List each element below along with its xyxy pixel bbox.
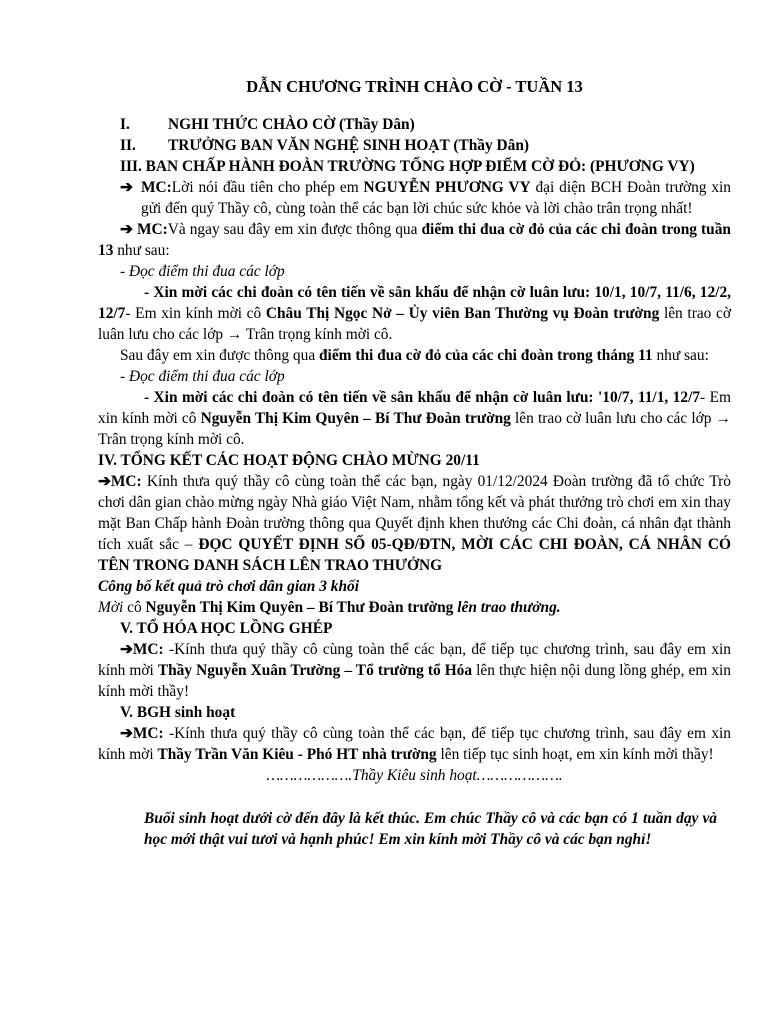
text-run: Và ngay sau đây em xin được thông qua bbox=[167, 221, 422, 238]
text-run: như sau: bbox=[652, 347, 709, 364]
arrow-icon: ➔ bbox=[120, 641, 133, 658]
section-1-heading: NGHI THỨC CHÀO CỜ (Thầy Dân) bbox=[168, 116, 415, 133]
paragraph-bgh bbox=[98, 723, 731, 765]
text-run: như sau: bbox=[113, 242, 170, 259]
document-page bbox=[98, 76, 731, 850]
mc-label: MC: bbox=[141, 179, 172, 196]
section-2 bbox=[98, 135, 731, 156]
text-run: lên thực hiện nội dung lồng ghép, em xin kính mời thầy! bbox=[98, 662, 732, 700]
arrow-icon: ➔ bbox=[120, 179, 133, 196]
bold-run: điểm thi đua cờ đỏ của các chi đoàn trong tuần 13 bbox=[98, 221, 731, 259]
bold-run: ĐỌC QUYẾT ĐỊNH SỐ 05-QĐ/ĐTN, MỜI CÁC CHI ĐOÀN, CÁ NHÂN CÓ TÊN TRONG DANH SÁCH LÊN TRAO THƯỞNG bbox=[98, 536, 731, 574]
text-run: Lời nói đầu tiên cho phép em bbox=[171, 179, 364, 196]
speaker-name: Thầy Nguyễn Xuân Trường – Tổ trường tổ Hóa bbox=[157, 662, 473, 679]
closing-paragraph: Buổi sinh hoạt dưới cờ đến đây là kết thúc. Em chúc Thầy cô và các bạn có 1 tuần dạy và học mới thật vui tươi và hạnh phúc! Em xin kính mời Thầy cô và các bạn nghỉ! bbox=[144, 810, 717, 848]
text-run: Kính thưa quý thầy cô cùng toàn thể các bạn, ngày 01/12/2024 Đoàn trường đã tổ chức Trò chơi dân gian chào mừng ngày Nhà giáo Việt Nam, nhằm tổng kết và phát thưởng trò chơi em xin thay mặt Ban Chấp hành Đoàn trường thông qua Quyết định khen thưởng các Chi đoàn, cá nhân đạt thành tích xuất sắc – bbox=[98, 473, 731, 553]
text-run: lên trao cờ luân lưu cho các lớp bbox=[98, 305, 731, 343]
paragraph-awards bbox=[98, 471, 731, 576]
paragraph-chemistry bbox=[98, 639, 731, 702]
section-2-number: II. bbox=[120, 137, 136, 154]
text-run: Sau đây em xin được thông qua bbox=[120, 347, 319, 364]
paragraph-read-scores-2 bbox=[98, 366, 731, 387]
speaker-name: NGUYỄN PHƯƠNG VY bbox=[363, 179, 531, 196]
spacer bbox=[98, 786, 731, 808]
mc-label: MC: bbox=[132, 725, 164, 742]
bold-run: - Xin mời các chi đoàn có tên tiến về sân khấu để nhận cờ luân lưu: '10/7, 11/1, 12/7 bbox=[144, 389, 701, 406]
arrow-icon: ➔ bbox=[98, 473, 111, 490]
text-run: đại diện BCH Đoàn trường xin gửi đến quý Thầy cô, cùng toàn thể các bạn lời chúc sức khỏe và lời chào trân trọng nhất! bbox=[141, 179, 731, 217]
arrow-icon: ➔ bbox=[120, 221, 133, 238]
text-run: - Em xin kính mời cô bbox=[125, 305, 266, 322]
arrow-icon: → bbox=[715, 410, 731, 427]
paragraph-month-flags bbox=[98, 387, 731, 450]
italic-run: - Đọc điểm thi đua các lớp bbox=[120, 368, 285, 385]
bold-run: - Xin mời các chi đoàn có tên tiến về sân khấu để nhận cờ luân lưu: 10/1, 10/7, 11/6, 12/2, 12/7 bbox=[98, 284, 731, 322]
speaker-name: Nguyễn Thị Kim Quyên – Bí Thư Đoàn trường bbox=[145, 599, 454, 616]
text-run: - Em xin kính mời cô bbox=[98, 389, 731, 427]
arrow-icon: → bbox=[226, 326, 243, 343]
italic-run: ……………….Thầy Kiêu sinh hoạt………………. bbox=[266, 767, 563, 784]
paragraph-week-flags bbox=[98, 282, 731, 345]
italic-run: Mời bbox=[98, 599, 124, 616]
text-run: cô bbox=[123, 599, 146, 616]
paragraph-placeholder bbox=[98, 765, 731, 786]
text-run: -Kính thưa quý thầy cô cùng toàn thể các bạn, để tiếp tục chương trình, sau đây em xin kính mời bbox=[98, 725, 731, 763]
paragraph-month-scores bbox=[98, 345, 731, 366]
mc-label: MC: bbox=[136, 221, 168, 238]
speaker-name: Nguyễn Thị Kim Quyên – Bí Thư Đoàn trường bbox=[200, 410, 511, 427]
section-5-heading: V. TỔ HÓA HỌC LỒNG GHÉP bbox=[120, 620, 333, 637]
section-1-number: I. bbox=[120, 116, 130, 133]
text-run: -Kính thưa quý thầy cô cùng toàn thể các bạn, để tiếp tục chương trình, sau đây em xin kính mời bbox=[98, 641, 731, 679]
section-2-heading: TRƯỞNG BAN VĂN NGHỆ SINH HOẠT (Thầy Dân) bbox=[168, 137, 530, 154]
section-4-heading: IV. TỔNG KẾT CÁC HOẠT ĐỘNG CHÀO MỪNG 20/11 bbox=[98, 452, 480, 469]
text-run: lên tiếp tục sinh hoạt, em xin kính mời thầy! bbox=[436, 746, 714, 763]
text-run: lên trao cờ luân lưu cho các lớp bbox=[510, 410, 716, 427]
section-1 bbox=[98, 114, 731, 135]
section-3-heading: III. BAN CHẤP HÀNH ĐOÀN TRƯỜNG TỔNG HỢP ĐIỂM CỜ ĐỎ: (PHƯƠNG VY) bbox=[120, 158, 695, 175]
bold-run: điểm thi đua cờ đỏ của các chi đoàn trong tháng 11 bbox=[319, 347, 653, 364]
paragraph-week-scores bbox=[98, 219, 731, 261]
speaker-name: Châu Thị Ngọc Nở – Ủy viên Ban Thường vụ Đoàn trường bbox=[265, 305, 660, 322]
bold-italic-run: Công bố kết quả trò chơi dân gian 3 khối bbox=[98, 578, 359, 595]
paragraph-announce-results bbox=[98, 576, 731, 597]
mc-label: MC: bbox=[110, 473, 142, 490]
speaker-name: Thầy Trần Văn Kiêu - Phó HT nhà trường bbox=[157, 746, 437, 763]
paragraph-invite-award bbox=[98, 597, 731, 618]
italic-run: - Đọc điểm thi đua các lớp bbox=[120, 263, 285, 280]
paragraph-mc-intro bbox=[98, 177, 731, 219]
bold-italic-run: lên trao thưởng. bbox=[453, 599, 561, 616]
arrow-icon: ➔ bbox=[120, 725, 133, 742]
text-run: Trân trọng kính mời cô. bbox=[242, 326, 393, 343]
mc-label: MC: bbox=[132, 641, 164, 658]
text-run: Trân trọng kính mời cô. bbox=[98, 431, 245, 448]
paragraph-read-scores bbox=[98, 261, 731, 282]
document-title: DẪN CHƯƠNG TRÌNH CHÀO CỜ - TUẦN 13 bbox=[246, 77, 583, 96]
section-6-heading: V. BGH sinh hoạt bbox=[120, 704, 236, 721]
